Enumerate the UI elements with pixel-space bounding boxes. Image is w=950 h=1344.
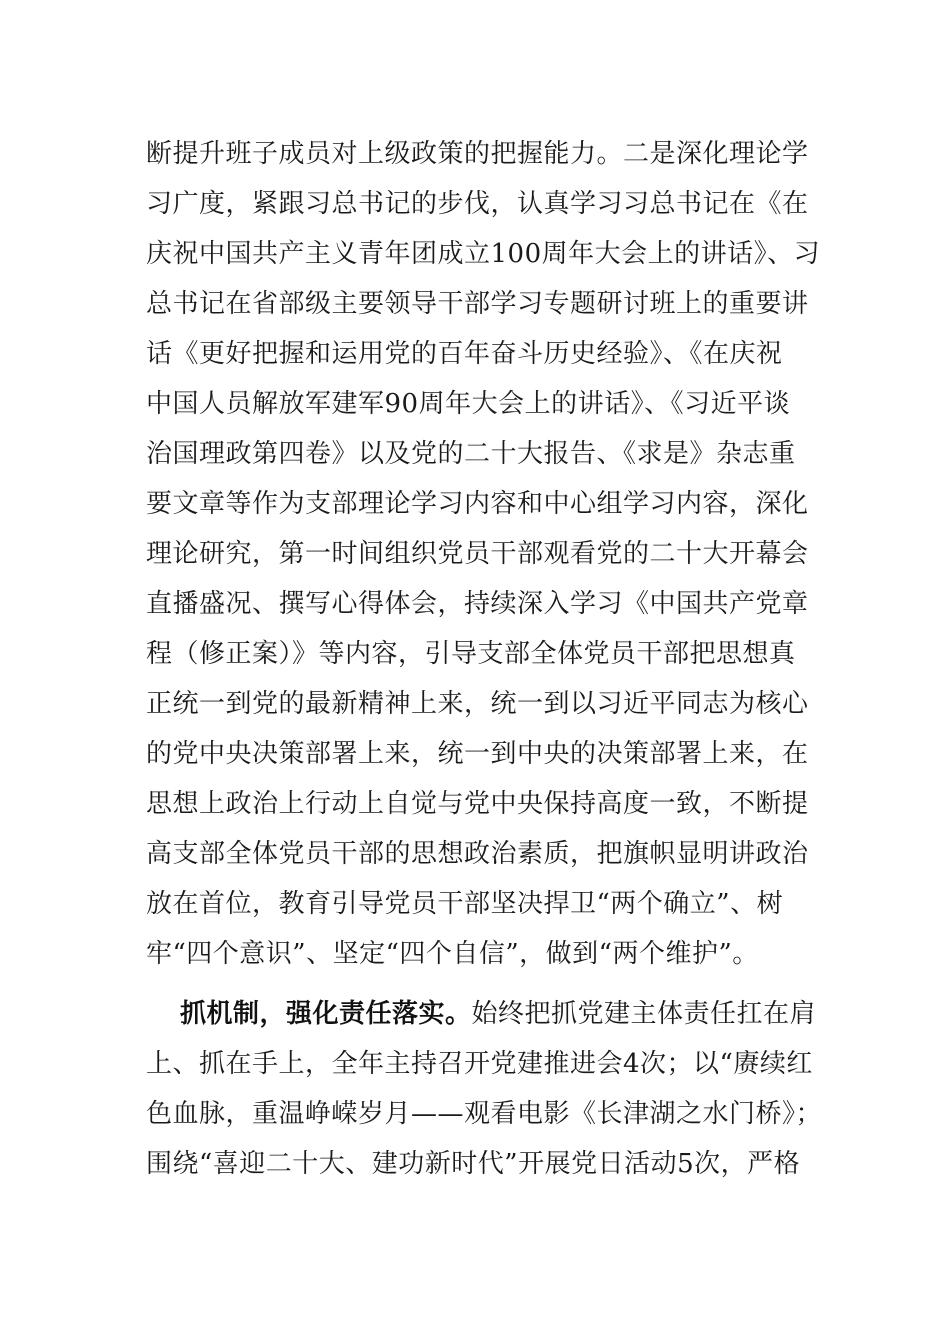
- paragraph-1-line-8: 要文章等作为支部理论学习内容和中心组学习内容，深化: [146, 489, 809, 519]
- paragraph-1-line-5: 话《更好把握和运用党的百年奋斗历史经验》、《在庆祝: [146, 339, 783, 369]
- paragraph-1-line-13: 的党中央决策部署上来，统一到中央的决策部署上来，在: [146, 739, 809, 769]
- paragraph-1-line-6: 中国人员解放军建军90周年大会上的讲话》、《习近平谈: [146, 389, 791, 419]
- paragraph-1-line-4: 总书记在省部级主要领导干部学习专题研讨班上的重要讲: [146, 289, 809, 319]
- paragraph-2-heading: 抓机制，强化责任落实。: [180, 999, 472, 1029]
- paragraph-2-line-1: [180, 989, 816, 1039]
- paragraph-1-line-12: 正统一到党的最新精神上来，统一到以习近平同志为核心: [146, 689, 809, 719]
- paragraph-1-line-11: 程（修正案）》等内容，引导支部全体党员干部把思想真: [146, 639, 796, 669]
- paragraph-1-line-15: 高支部全体党员干部的思想政治素质，把旗帜显明讲政治: [146, 839, 809, 869]
- paragraph-1-line-17: 牢“四个意识”、坚定“四个自信”，做到“两个维护”。: [146, 939, 759, 969]
- paragraph-1-line-1: 断提升班子成员对上级政策的把握能力。二是深化理论学: [146, 139, 809, 169]
- paragraph-1-line-14: 思想上政治上行动上自觉与党中央保持高度一致，不断提: [146, 789, 809, 819]
- paragraph-2-line-3: 色血脉，重温峥嵘岁月——观看电影《长津湖之水门桥》；: [146, 1099, 823, 1129]
- paragraph-2-line-2: 上、抓在手上，全年主持召开党建推进会4次；以“赓续红: [146, 1049, 813, 1079]
- paragraph-2-line-4: 围绕“喜迎二十大、建功新时代”开展党日活动5次，严格: [146, 1149, 801, 1179]
- paragraph-1-line-3: 庆祝中国共产主义青年团成立100周年大会上的讲话》、习: [146, 239, 821, 269]
- paragraph-1-line-2: 习广度，紧跟习总书记的步伐，认真学习习总书记在《在: [146, 189, 809, 219]
- paragraph-1-line-9: 理论研究，第一时间组织党员干部观看党的二十大开幕会: [146, 539, 809, 569]
- paragraph-1-line-7: 治国理政第四卷》以及党的二十大报告、《求是》杂志重: [146, 439, 796, 469]
- paragraph-1-line-16: 放在首位，教育引导党员干部坚决捍卫“两个确立”、树: [146, 889, 784, 919]
- paragraph-2-line-1-text: 始终把抓党建主体责任扛在肩: [471, 999, 817, 1029]
- paragraph-1-line-10: 直播盛况、撰写心得体会，持续深入学习《中国共产党章: [146, 589, 809, 619]
